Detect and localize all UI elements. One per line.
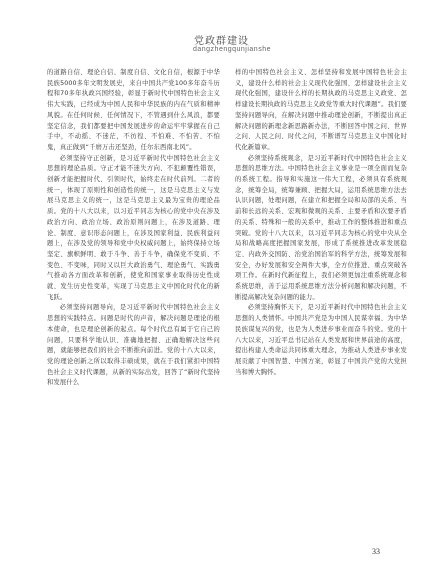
right-column	[235, 68, 407, 540]
paragraph: 的道路自信、理论自信、制度自信、文化自信，根源于中华民族5000多年文明发展史，来自中国共产党100多年奋斗历程和70多年执政兴国经验，彰显于新时代中国特色社会主义伟大实践，已经成为中国人民和中华民族的内在气质和精神风貌。在任何时候、任何情况下，不管遇到什么风浪，都要坚定信念，我们都要把中国发展进步的命运牢牢掌握在自己手中，不动摇、不迷茫，不彷徨、不怕难、不怕苦、不怕鬼，真正做到“千磨万击还坚劲，任尔东西南北风”。	[47, 69, 220, 151]
page-number: 33	[372, 547, 380, 556]
section-subtitle: dangzhengqunjianshe	[192, 46, 271, 53]
left-column	[47, 68, 220, 540]
section-header	[0, 32, 427, 66]
paragraph: 必须坚持守正创新，是习近平新时代中国特色社会主义思想的理论品质。守正才能不迷失方向、不犯颠覆性错误，创新才能把握时代、引领时代，始终走在时代前列。二者的统一，体现了原则性和创造性的统一，这是马克思主义与发展马克思主义的统一，这是马克思主义最为宝贵的理论品质。党的十八大以来，以习近平同志为核心的党中央在涉及政治方向、政治立场、政治原则问题上，在涉及道路、理论、制度、意识形态问题上，在涉及国家利益、民族利益问题上，在涉及党的领导和党中央权威问题上，始终保持立场坚定、旗帜鲜明、敢于斗争、善于斗争，确保党不变质、不变色、不变味，同时又以巨大政治勇气、理论勇气、实践勇气推动各方面改革和创新，使党和国家事业取得历史性成就、发生历史性变革，实现了马克思主义中国化时代化的新飞跃。	[47, 154, 220, 301]
paragraph: 必须坚持系统观念，是习近平新时代中国特色社会主义思想的思维方法。中国特色社会主义事业是一项全面而复杂的系统工程。指导和实施这一伟大工程，必须具有系统观念，统筹全局，统筹兼顾、把握大局，运用系统思维方法去认识问题，处理问题，在建立和把握全局和局部的关系、当前和长远的关系、宏观和微观的关系、主要矛盾和次要矛盾的关系、特殊和一般的关系中，推动工作的整体推进和重点突破。党的十八大以来，以习近平同志为核心的党中央从全局和战略高度把握国家发展，形成了系统推进改革发展稳定、内政外交国防、治党治国治军的科学方法，统筹发展和安全，办好发展和安全两件大事，全方位推进、重点突破各项工作。在新时代新征程上，我们必须更加注重系统观念和系统思维，善于运用系统思维方法分析问题和解决问题，不断提高解决复杂问题的能力。	[235, 154, 407, 301]
section-title: 党政群建设	[194, 36, 249, 47]
paragraph: 样的中国特色社会主义、怎样坚持和发展中国特色社会主义，建设什么样的社会主义现代化强国、怎样建设社会主义现代化强国，建设什么样的长期执政的马克思主义政党、怎样建设长期执政的马克思主义政党等重大时代课题”。我们要坚持问题导向，在解决问题中推动理论创新，不断提出真正解决问题的新理念新思路新办法，不断回答中国之问、世界之问、人民之问、时代之问，不断谱写马克思主义中国化时代化新篇章。	[235, 69, 407, 151]
paragraph: 必须坚持问题导向，是习近平新时代中国特色社会主义思想的实践特点。问题是时代的声音，解决问题是理论的根本使命，也是理论创新的起点。每个时代总有属于它自己的问题，只要科学地认识、准确地把握、正确地解决这些问题，就能够把我们的社会不断推向前进。党的十八大以来，党的理论创新之所以取得丰硕成果，就在于我们紧扣中国特色社会主义时代课题，从新的实际出发，回答了“新时代坚持和发展什么	[47, 304, 220, 387]
paragraph: 必须坚持胸怀天下，是习近平新时代中国特色社会主义思想的人类情怀。中国共产党是为中国人民谋幸福、为中华民族谋复兴的党，也是为人类进步事业而奋斗的党。党的十八大以来，习近平总书记站在人类发展和世界前途的高度，提出构建人类命运共同体重大理念，为推动人类进步事业发展贡献了中国智慧、中国方案，彰显了中国共产党的大党担当和博大胸怀。	[235, 304, 407, 376]
